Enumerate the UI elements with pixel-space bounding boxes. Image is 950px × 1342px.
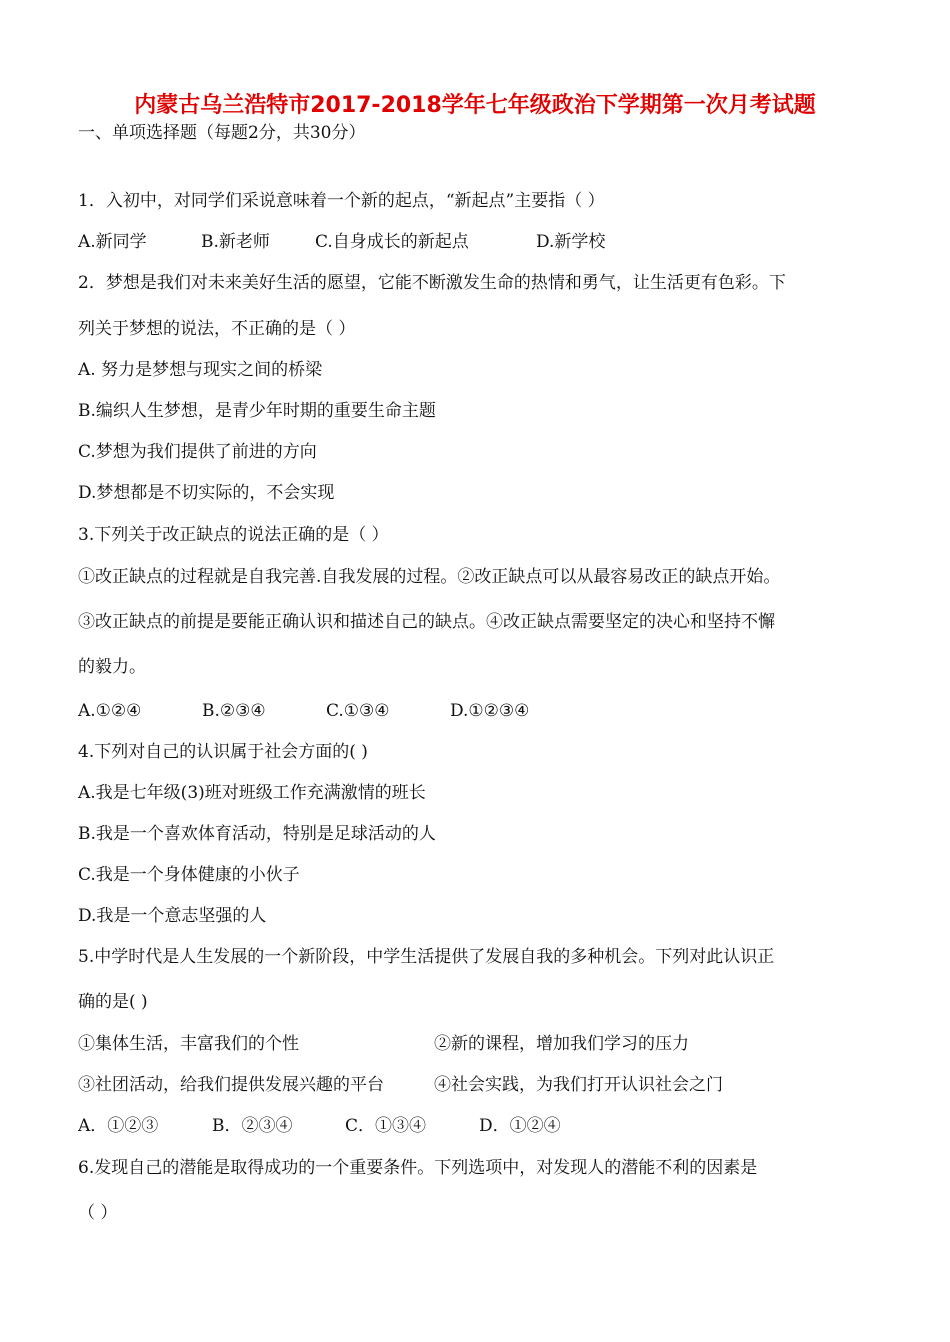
question-5-options — [78, 1115, 561, 1137]
question-1-option-d: D.新学校 — [536, 232, 606, 252]
question-1-option-a: A.新同学 — [78, 232, 147, 252]
question-4-option-c: C.我是一个身体健康的小伙子 — [78, 865, 300, 885]
question-3-statement-1: ①改正缺点的过程就是自我完善.自我发展的过程。②改正缺点可以从最容易改正的缺点开始。 — [78, 567, 781, 587]
question-3-option-b: B.②③④ — [202, 701, 266, 721]
document-title: 内蒙古乌兰浩特市2017-2018学年七年级政治下学期第一次月考试题 — [134, 93, 816, 118]
question-2-option-b: B.编织人生梦想，是青少年时期的重要生命主题 — [78, 401, 436, 421]
section-heading: 一、单项选择题（每题2分，共30分） — [78, 123, 366, 143]
question-3-option-a: A.①②④ — [78, 701, 142, 721]
question-3-option-c: C.①③④ — [326, 701, 390, 721]
question-3-statement-2: ③改正缺点的前提是要能正确认识和描述自己的缺点。④改正缺点需要坚定的决心和坚持不懈 — [78, 612, 775, 632]
question-5-option-a: A．①②③ — [78, 1116, 159, 1136]
question-2-option-a: A. 努力是梦想与现实之间的桥梁 — [78, 360, 323, 380]
question-3-option-d: D.①②③④ — [450, 701, 530, 721]
question-3-options — [78, 700, 529, 722]
question-4-option-d: D.我是一个意志坚强的人 — [78, 906, 267, 926]
question-1-option-b: B.新老师 — [201, 232, 270, 252]
question-5-statements-row-1 — [78, 1033, 689, 1055]
question-5-statement-2: ②新的课程，增加我们学习的压力 — [434, 1034, 689, 1054]
question-4-option-b: B.我是一个喜欢体育活动，特别是足球活动的人 — [78, 824, 436, 844]
question-3-stem: 3.下列关于改正缺点的说法正确的是（ ） — [78, 525, 389, 545]
question-5-statement-3: ③社团活动，给我们提供发展兴趣的平台 — [78, 1075, 384, 1095]
question-5-statement-4: ④社会实践，为我们打开认识社会之门 — [434, 1075, 723, 1095]
question-1-stem: 1．入初中，对同学们采说意味着一个新的起点，“新起点”主要指（ ） — [78, 191, 605, 211]
question-6-stem-line-1: 6.发现自己的潜能是取得成功的一个重要条件。下列选项中，对发现人的潜能不利的因素是 — [78, 1158, 758, 1178]
question-5-option-c: C．①③④ — [345, 1116, 427, 1136]
question-3-statement-3: 的毅力。 — [78, 657, 146, 677]
question-5-stem-line-2: 确的是( ) — [78, 992, 148, 1012]
question-5-stem-line-1: 5.中学时代是人生发展的一个新阶段，中学生活提供了发展自我的多种机会。下列对此认识正 — [78, 947, 775, 967]
question-5-option-b: B．②③④ — [212, 1116, 293, 1136]
question-5-statements-row-2 — [78, 1074, 723, 1096]
question-1-option-c: C.自身成长的新起点 — [315, 232, 469, 252]
question-2-stem-line-1: 2．梦想是我们对未来美好生活的愿望，它能不断激发生命的热情和勇气，让生活更有色彩。下 — [78, 273, 786, 293]
question-2-stem-line-2: 列关于梦想的说法，不正确的是（ ） — [78, 319, 356, 339]
question-2-option-d: D.梦想都是不切实际的，不会实现 — [78, 483, 335, 503]
question-2-option-c: C.梦想为我们提供了前进的方向 — [78, 442, 317, 462]
question-5-option-d: D．①②④ — [479, 1116, 561, 1136]
question-1-options — [78, 231, 605, 253]
question-4-stem: 4.下列对自己的认识属于社会方面的( ) — [78, 742, 368, 762]
question-5-statement-1: ①集体生活，丰富我们的个性 — [78, 1034, 299, 1054]
question-4-option-a: A.我是七年级(3)班对班级工作充满激情的班长 — [78, 783, 426, 803]
question-6-stem-line-2: （ ） — [78, 1203, 118, 1223]
